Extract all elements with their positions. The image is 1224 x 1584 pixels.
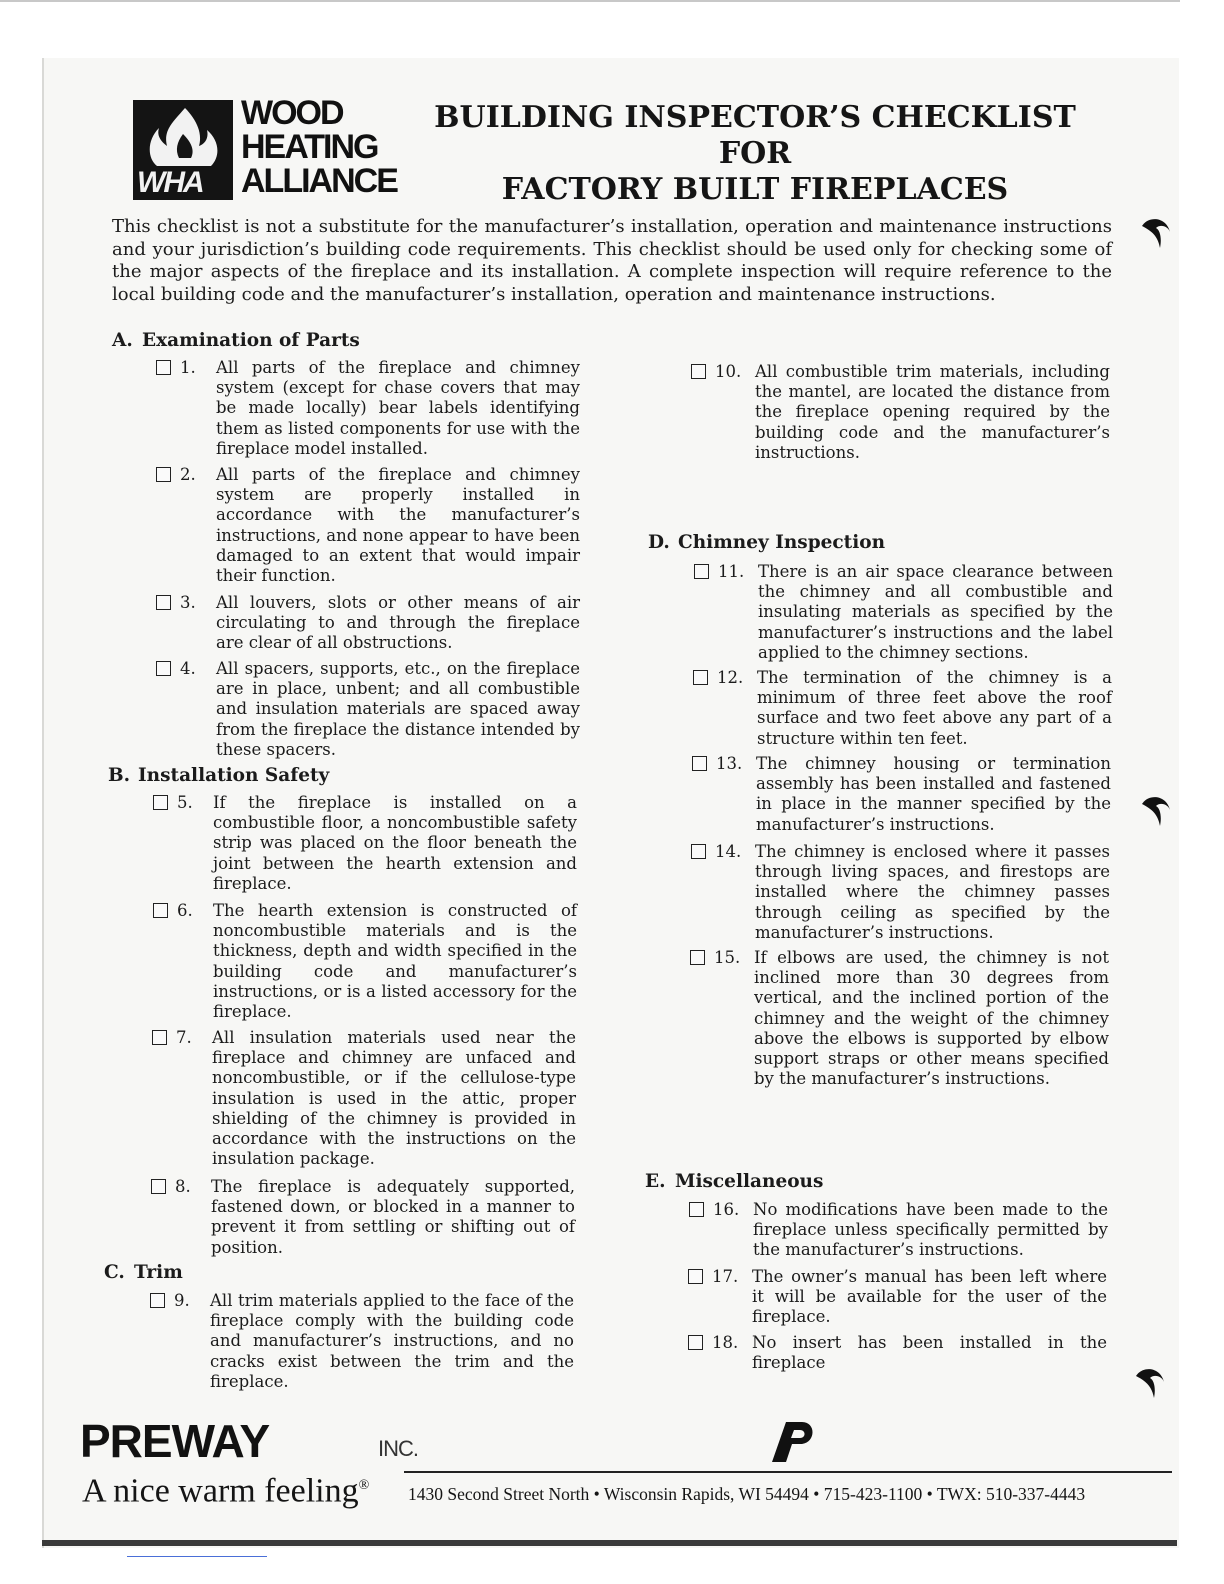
checkbox[interactable] xyxy=(693,670,708,685)
section-b-heading xyxy=(108,765,329,786)
checkbox[interactable] xyxy=(692,756,707,771)
checkbox[interactable] xyxy=(156,661,171,676)
item-number: 14. xyxy=(715,842,742,861)
checklist-item-5 xyxy=(153,793,577,893)
slogan xyxy=(82,1466,369,1511)
item-text: All trim materials applied to the face of the fireplace comply with the building code and manufacturer’s instructions, and no cracks exist between the trim and the fireplace. xyxy=(210,1291,574,1391)
item-number: 2. xyxy=(180,465,196,484)
item-text: If the fireplace is installed on a combustible floor, a noncombustible safety strip was placed on the floor beneath the joint between the hearth extension and fireplace. xyxy=(213,793,577,893)
punch-hole-icon xyxy=(1138,790,1174,830)
checklist-item-13 xyxy=(692,754,1111,834)
item-number: 7. xyxy=(176,1028,192,1047)
blue-underline xyxy=(127,1556,267,1557)
item-text: No modifications have been made to the fireplace unless specifically permitted by the manufacturer’s instructions. xyxy=(753,1200,1108,1260)
company-address: 1430 Second Street North • Wisconsin Rapids, WI 54494 • 715-423-1100 • TWX: 510-337-4443 xyxy=(408,1484,1086,1504)
item-number: 3. xyxy=(180,593,196,612)
checklist-item-17 xyxy=(688,1267,1107,1327)
item-number: 13. xyxy=(716,754,743,773)
checklist-item-9 xyxy=(150,1291,574,1391)
checkbox[interactable] xyxy=(153,903,168,918)
checkbox[interactable] xyxy=(688,1335,703,1350)
item-text: If elbows are used, the chimney is not inclined more than 30 degrees from vertical, and the inclined portion of the chimney and the weight of the chimney above the elbows is supported by elbow support straps or other means specified by the manufacturer’s instructions. xyxy=(754,948,1109,1089)
section-e-heading xyxy=(645,1171,823,1192)
item-number: 4. xyxy=(180,659,196,678)
logo-line-wood: WOOD xyxy=(241,94,343,132)
item-number: 17. xyxy=(712,1267,739,1286)
item-text: All insulation materials used near the fireplace and chimney are unfaced and noncombustible, or if the cellulose-type insulation is used in the attic, proper shielding of the chimney is provided in accordance with the instructions on the insulation package. xyxy=(212,1028,576,1169)
logo-line-heating: HEATING xyxy=(241,128,378,166)
preway-inc: INC. xyxy=(378,1436,418,1461)
section-letter: C. xyxy=(104,1262,125,1283)
item-number: 10. xyxy=(715,362,742,381)
item-text: All parts of the fireplace and chimney system are properly installed in accordance with the manufacturer’s instructions, and none appear to have been damaged to an extent that would impair their function. xyxy=(216,465,580,586)
item-number: 8. xyxy=(175,1177,191,1196)
section-title: Chimney Inspection xyxy=(678,532,886,553)
page-bottom-edge xyxy=(42,1540,1177,1546)
wood-heating-alliance-logo xyxy=(133,94,397,202)
checklist-item-15 xyxy=(690,948,1109,1090)
checkbox[interactable] xyxy=(691,364,706,379)
checkbox[interactable] xyxy=(694,564,709,579)
item-text: The hearth extension is constructed of noncombustible materials and is the thickness, depth and width specified in the building code and manufacturer’s instructions, or is a listed accessory for the fireplace. xyxy=(213,901,577,1022)
item-number: 11. xyxy=(718,562,745,581)
section-letter: E. xyxy=(645,1171,666,1192)
checkbox[interactable] xyxy=(151,1179,166,1194)
checkbox[interactable] xyxy=(688,1269,703,1284)
checkbox[interactable] xyxy=(689,1202,704,1217)
section-title: Miscellaneous xyxy=(675,1171,824,1192)
item-text: All louvers, slots or other means of air circulating to and through the fireplace are clear of all obstructions. xyxy=(216,593,580,653)
checklist-item-4 xyxy=(156,659,580,759)
item-number: 9. xyxy=(174,1291,190,1310)
checkbox[interactable] xyxy=(153,795,168,810)
section-a-heading xyxy=(112,330,360,351)
item-number: 6. xyxy=(177,901,193,920)
item-text: All combustible trim materials, including the mantel, are located the distance from the fireplace opening required by the building code and the manufacturer’s instructions. xyxy=(755,362,1110,462)
item-text: The fireplace is adequately supported, fastened down, or blocked in a manner to prevent it from settling or shifting out of position. xyxy=(211,1177,575,1257)
title-line-1: BUILDING INSPECTOR’S CHECKLIST xyxy=(434,100,1076,135)
checklist-item-18 xyxy=(688,1333,1107,1375)
checkbox[interactable] xyxy=(156,360,171,375)
section-title: Trim xyxy=(134,1262,183,1283)
checkbox[interactable] xyxy=(152,1030,167,1045)
item-text: All parts of the fireplace and chimney system (except for chase covers that may be made locally) bear labels identifying them as listed components for use with the fireplace model installed. xyxy=(216,358,580,458)
item-text: The owner’s manual has been left where it will be available for the user of the fireplace. xyxy=(752,1267,1107,1327)
item-number: 12. xyxy=(717,668,744,687)
item-text: The chimney is enclosed where it passes through living spaces, and firestops are installed where the chimney passes through ceiling as specified by the manufacturer’s instructions. xyxy=(755,842,1110,942)
page-title xyxy=(420,100,1090,208)
logo-mark-text: WHA xyxy=(137,166,203,199)
item-number: 5. xyxy=(177,793,193,812)
checklist-item-3 xyxy=(156,593,580,653)
punch-hole-icon xyxy=(1138,212,1174,252)
preway-p-logo-icon xyxy=(758,1420,818,1464)
checklist-item-12 xyxy=(693,668,1112,748)
checklist-item-8 xyxy=(151,1177,575,1257)
item-text: There is an air space clearance between the chimney and all combustible and insulating materials as specified by the manufacturer’s instructions and the label applied to the chimney sections. xyxy=(758,562,1113,662)
checkbox[interactable] xyxy=(156,595,171,610)
section-c-heading xyxy=(104,1262,183,1283)
punch-hole-icon xyxy=(1132,1362,1168,1402)
section-letter: A. xyxy=(112,330,133,351)
item-text: No insert has been installed in the fireplace xyxy=(752,1333,1107,1373)
checkbox[interactable] xyxy=(690,950,705,965)
item-text: All spacers, supports, etc., on the fireplace are in place, unbent; and all combustible and insulation materials are spaced away from the fireplace the distance intended by these spacers. xyxy=(216,659,580,759)
flame-logo-icon xyxy=(133,100,233,200)
logo-wordmark xyxy=(241,96,397,198)
registered-mark: ® xyxy=(358,1478,370,1493)
item-number: 15. xyxy=(714,948,741,967)
section-letter: B. xyxy=(108,765,131,786)
checkbox[interactable] xyxy=(691,844,706,859)
section-title: Installation Safety xyxy=(138,765,330,786)
item-number: 1. xyxy=(180,358,196,377)
checkbox[interactable] xyxy=(150,1293,165,1308)
intro-paragraph: This checklist is not a substitute for the manufacturer’s installation, operation and maintenance instructions and your jurisdiction’s building code requirements. This checklist should be used only for checking some of the major aspects of the fireplace and its installation. A complete inspection will require reference to the local building code and the manufacturer’s installation, operation and maintenance instructions. xyxy=(112,216,1112,305)
checklist-item-1 xyxy=(156,358,580,458)
checklist-item-2 xyxy=(156,465,580,585)
checklist-item-6 xyxy=(153,901,577,1021)
checkbox[interactable] xyxy=(156,467,171,482)
top-edge-line xyxy=(0,0,1180,2)
checklist-item-10 xyxy=(691,362,1110,462)
title-line-3: FACTORY BUILT FIREPLACES xyxy=(501,172,1009,207)
checklist-item-11 xyxy=(694,562,1113,662)
section-title: Examination of Parts xyxy=(142,330,360,351)
section-letter: D. xyxy=(648,532,670,553)
section-d-heading xyxy=(648,532,885,553)
slogan-text: A nice warm feeling xyxy=(82,1472,359,1510)
title-line-2: FOR xyxy=(718,136,792,171)
checklist-item-16 xyxy=(689,1200,1108,1260)
checklist-item-14 xyxy=(691,842,1110,942)
item-text: The termination of the chimney is a minimum of three feet above the roof surface and two feet above any part of a structure within ten feet. xyxy=(757,668,1112,748)
item-text: The chimney housing or termination assembly has been installed and fastened in place in the manner specified by the manufacturer’s instructions. xyxy=(756,754,1111,834)
logo-line-alliance: ALLIANCE xyxy=(241,162,397,200)
footer-rule xyxy=(404,1471,1172,1473)
preway-brand: PREWAY xyxy=(80,1415,270,1467)
checklist-item-7 xyxy=(152,1028,576,1168)
item-number: 16. xyxy=(713,1200,740,1219)
item-number: 18. xyxy=(712,1333,739,1352)
